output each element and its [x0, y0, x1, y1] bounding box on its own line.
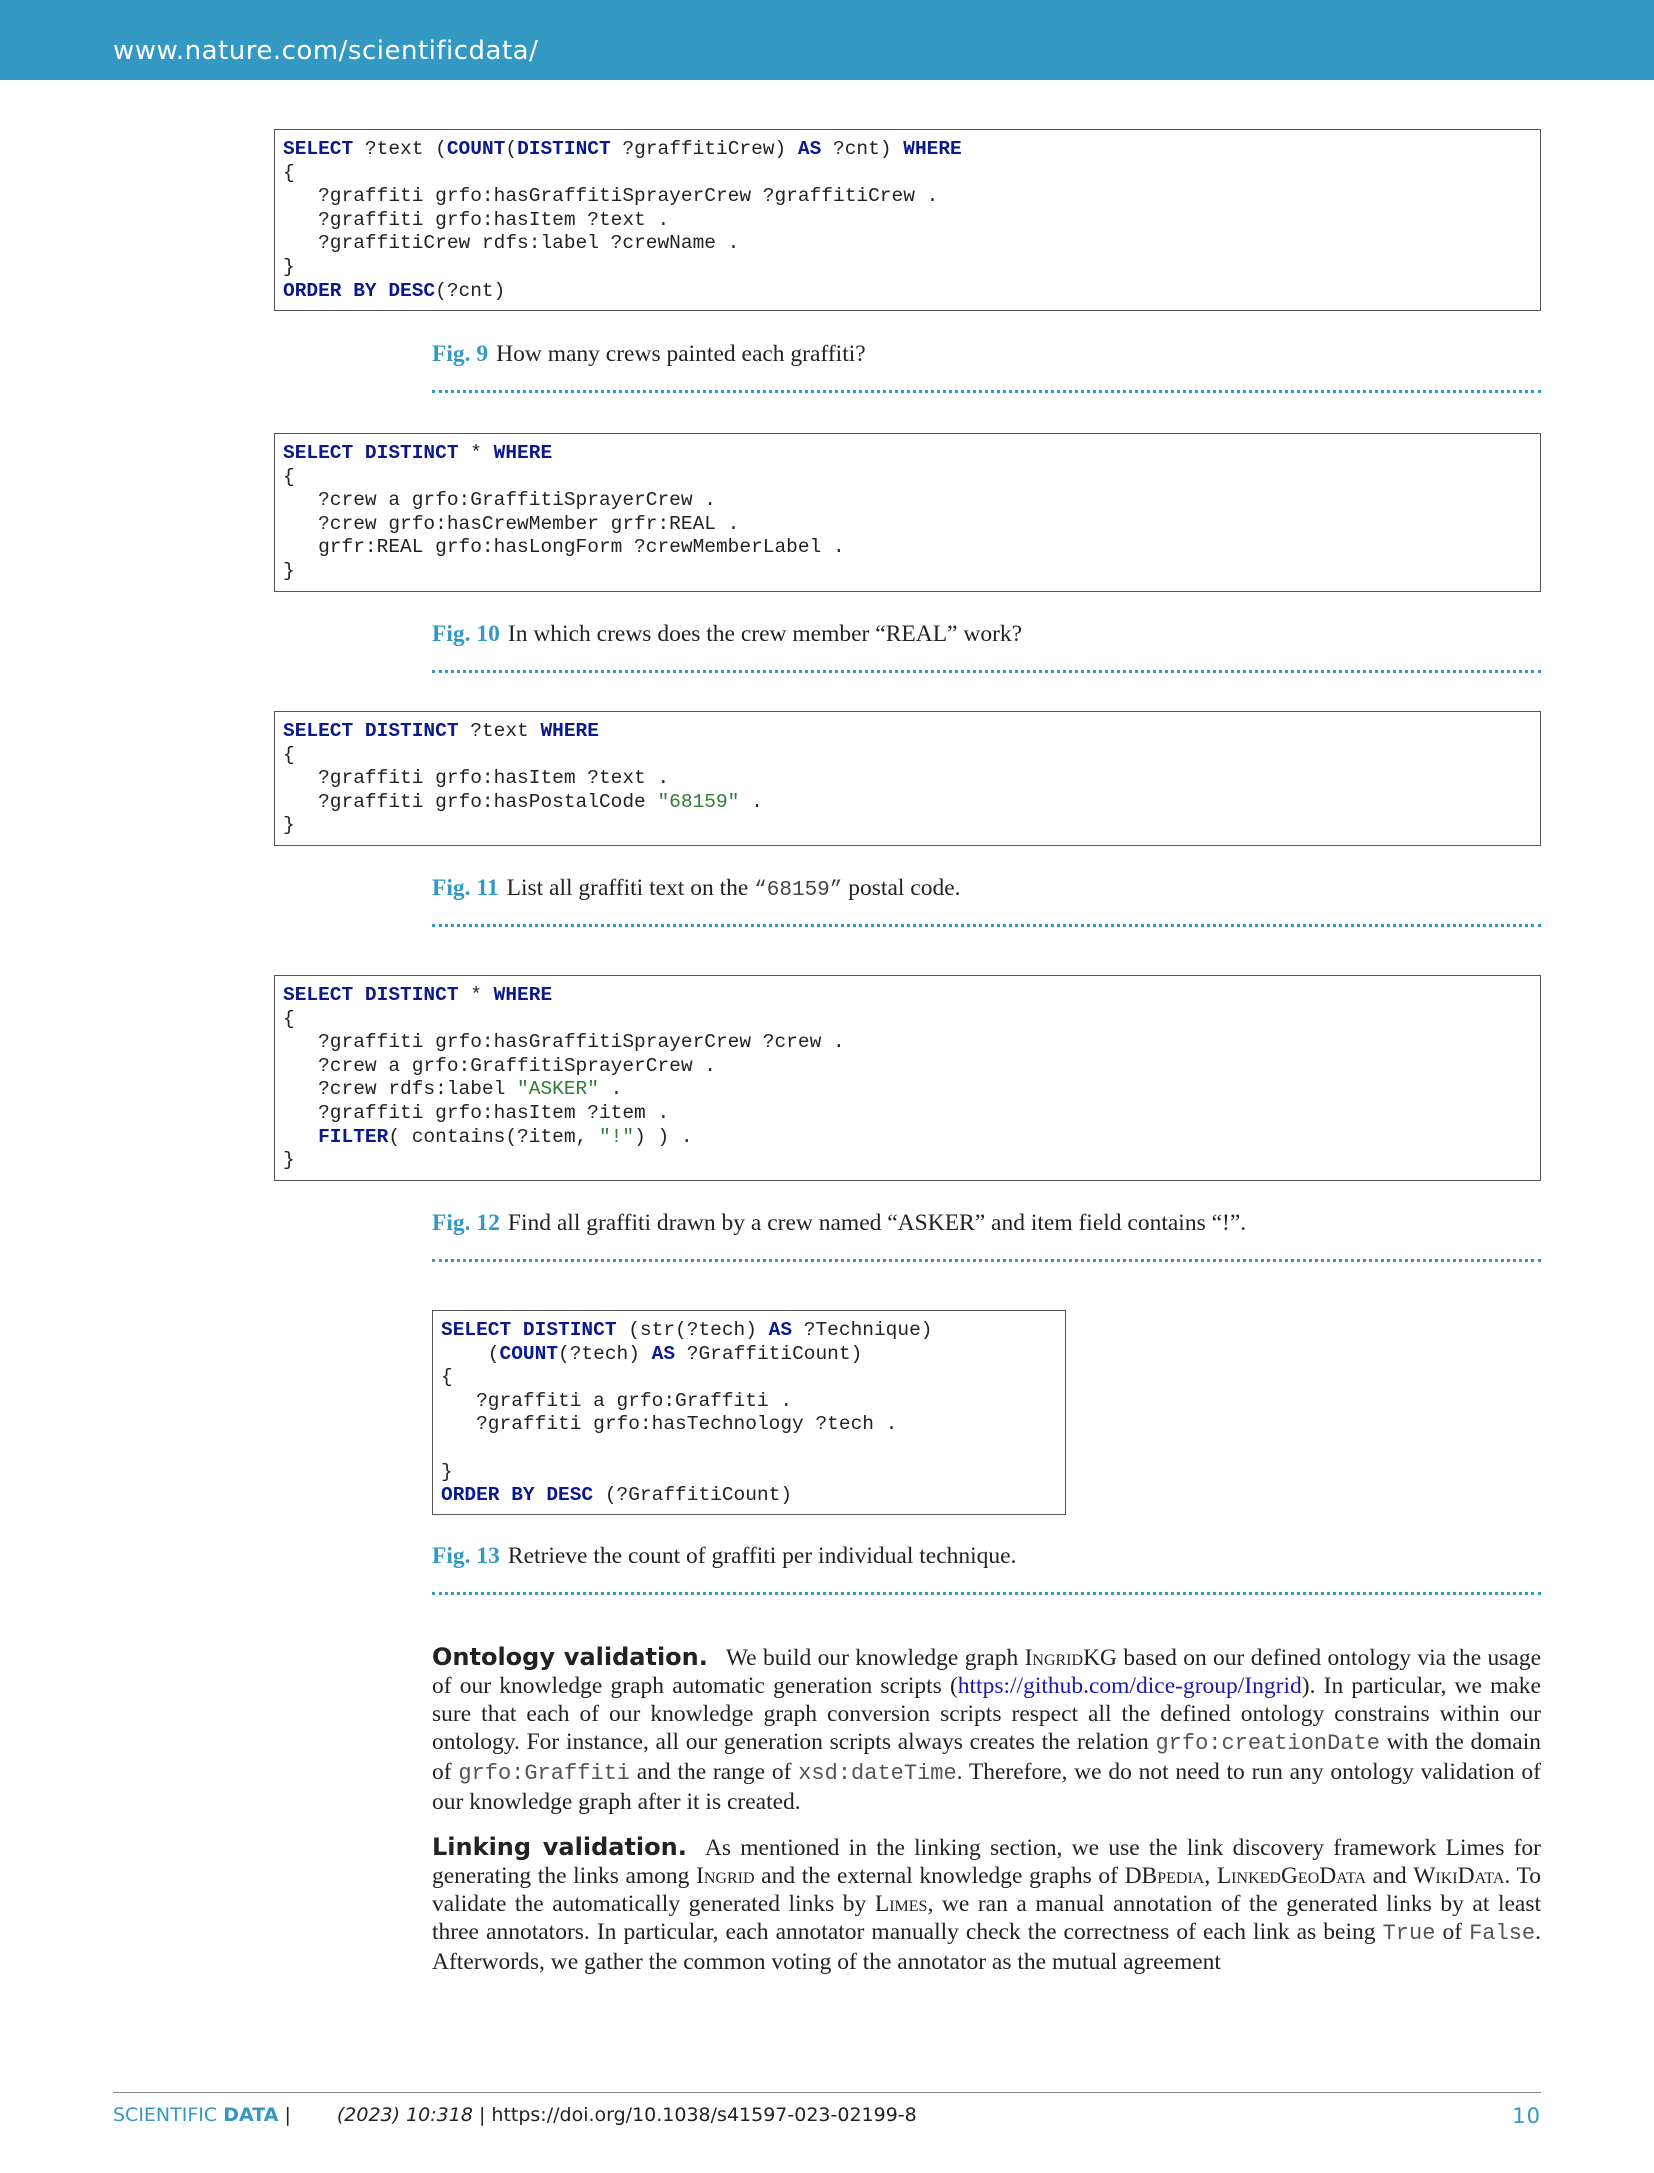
fig-label: Fig. 12: [432, 1210, 500, 1236]
caption-fig12: [432, 1210, 1246, 1237]
divider: [432, 670, 1541, 673]
caption-fig11: [432, 875, 961, 902]
citation: (2023) 10:318: [336, 2104, 473, 2126]
caption-fig10: [432, 621, 1022, 648]
caption-postal-code: “68159”: [754, 879, 843, 902]
footer-divider: [113, 2092, 1541, 2093]
caption-fig13: [432, 1543, 1016, 1570]
footer-separator: |: [278, 2104, 291, 2126]
doi-link[interactable]: | https://doi.org/10.1038/s41597-023-02199-8: [472, 2104, 917, 2126]
caption-text: In which crews does the crew member “REAL” work?: [507, 621, 1023, 647]
caption-fig9: [432, 341, 866, 368]
caption-text: How many crews painted each graffiti?: [496, 341, 866, 367]
page-header: [0, 0, 1654, 80]
ontology-validation-paragraph: [432, 1643, 1541, 1816]
page-number: 10: [1512, 2104, 1541, 2128]
divider: [432, 1592, 1541, 1595]
divider: [432, 1259, 1541, 1262]
section-heading: Ontology validation.: [432, 1643, 708, 1671]
linking-validation-paragraph: [432, 1833, 1541, 1976]
divider: [432, 390, 1541, 393]
caption-text: List all graffiti text on the: [506, 875, 755, 901]
page-footer: [113, 2104, 1541, 2132]
paragraph-text: As mentioned in the linking section, we use the link discovery framework Limes for generating the links among Ingrid and the external knowledge graphs of DBpedia, LinkedGeoData and WikiData. To validate the automatically generated links by Limes, we ran a manual annotation of the generated links by at least three annotators. In particular, each annotator manually check the correctness of each link as being True of False. Afterwords, we gather the common voting of the annotator as the mutual agreement: [432, 1835, 1542, 1975]
code-block-fig11: SELECT DISTINCT ?text WHERE { ?graffiti grfo:hasItem ?text . ?graffiti grfo:hasPostalCode "68159" . }: [274, 711, 1541, 846]
caption-text: Find all graffiti drawn by a crew named “ASKER” and item field contains “!”.: [507, 1210, 1247, 1236]
fig-label: Fig. 9: [432, 341, 489, 367]
fig-label: Fig. 13: [432, 1543, 500, 1569]
caption-text: Retrieve the count of graffiti per individual technique.: [507, 1543, 1017, 1569]
fig-label: Fig. 11: [432, 875, 499, 901]
code-block-fig10: SELECT DISTINCT * WHERE { ?crew a grfo:GraffitiSprayerCrew . ?crew grfo:hasCrewMember grfr:REAL . grfr:REAL grfo:hasLongForm ?crewMemberLabel . }: [274, 433, 1541, 592]
code-block-fig13: SELECT DISTINCT (str(?tech) AS ?Technique) (COUNT(?tech) AS ?GraffitiCount) { ?graffiti a grfo:Graffiti . ?graffiti grfo:hasTechnology ?tech . } ORDER BY DESC (?GraffitiCount): [432, 1310, 1066, 1515]
journal-url[interactable]: www.nature.com/scientificdata/: [113, 36, 539, 66]
journal-name: SCIENTIFIC DATA: [113, 2104, 279, 2126]
caption-text-end: postal code.: [842, 875, 961, 901]
code-block-fig9: SELECT ?text (COUNT(DISTINCT ?graffitiCrew) AS ?cnt) WHERE { ?graffiti grfo:hasGraffitiSprayerCrew ?graffitiCrew . ?graffiti grfo:hasItem ?text . ?graffitiCrew rdfs:label ?crewName . } ORDER BY DESC(?cnt): [274, 129, 1541, 311]
paragraph-text: We build our knowledge graph IngridKG based on our defined ontology via the usage of our knowledge graph automatic generation scripts (https://github.com/dice-group/Ingrid). In particular, we make sure that each of our knowledge graph conversion scripts respect all the defined ontology constrains within our ontology. For instance, all our generation scripts always creates the relation grfo:creationDate with the domain of grfo:Graffiti and the range of xsd:dateTime. Therefore, we do not need to run any ontology validation of our knowledge graph after it is created.: [432, 1645, 1541, 1815]
code-block-fig12: SELECT DISTINCT * WHERE { ?graffiti grfo:hasGraffitiSprayerCrew ?crew . ?crew a grfo:GraffitiSprayerCrew . ?crew rdfs:label "ASKER" . ?graffiti grfo:hasItem ?item . FILTER( contains(?item, "!") ) . }: [274, 975, 1541, 1181]
section-heading: Linking validation.: [432, 1833, 687, 1861]
divider: [432, 924, 1541, 927]
fig-label: Fig. 10: [432, 621, 500, 647]
